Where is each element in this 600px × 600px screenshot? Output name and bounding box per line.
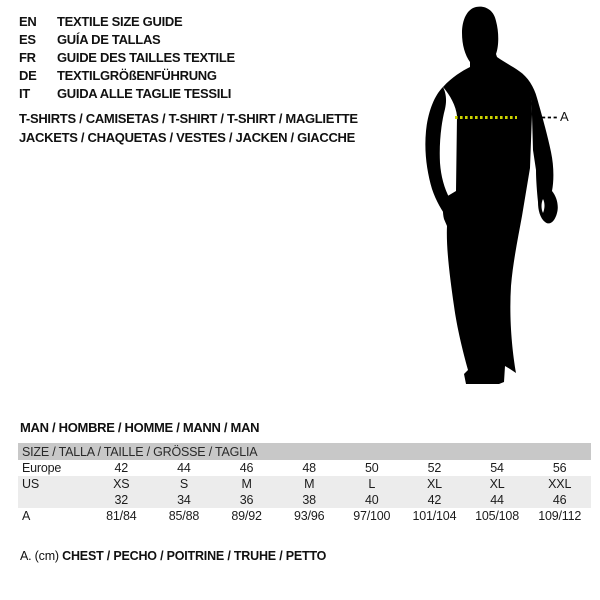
table-row-chest <box>18 508 591 524</box>
cell: 85/88 <box>168 509 200 523</box>
cell: 44 <box>490 493 504 507</box>
cell: 42 <box>427 493 442 507</box>
cell: S <box>179 477 188 491</box>
language-row <box>19 31 235 49</box>
cell: 97/100 <box>353 509 391 523</box>
cell: XS <box>113 477 130 491</box>
table-header-row <box>18 443 591 460</box>
language-row <box>19 13 235 31</box>
language-code: ES <box>19 32 36 47</box>
language-label: TEXTILE SIZE GUIDE <box>57 14 183 29</box>
language-row <box>19 85 235 103</box>
measurement-footnote <box>20 548 326 564</box>
cell: 81/84 <box>106 509 137 523</box>
cell: 105/108 <box>475 509 519 523</box>
language-row <box>19 67 235 85</box>
language-code: FR <box>19 50 36 65</box>
footnote-prefix: A. (cm) <box>20 549 59 563</box>
cell: 36 <box>239 493 254 507</box>
language-code: DE <box>19 68 37 83</box>
category-tshirts: T-SHIRTS / CAMISETAS / T-SHIRT / T-SHIRT / MAGLIETTE <box>19 111 358 126</box>
cell: 46 <box>239 461 254 475</box>
cell: 48 <box>302 461 316 475</box>
row-label: US <box>22 477 39 491</box>
language-label: GUÍA DE TALLAS <box>57 32 161 47</box>
row-label: Europe <box>22 461 62 475</box>
table-header: SIZE / TALLA / TAILLE / GRÖSSE / TAGLIA <box>18 443 591 460</box>
cell: L <box>368 477 376 491</box>
cell: 42 <box>114 461 129 475</box>
cell: 44 <box>177 461 191 475</box>
language-label: GUIDA ALLE TAGLIE TESSILI <box>57 86 232 101</box>
cell: XXL <box>548 477 572 491</box>
cell: 56 <box>552 461 567 475</box>
cell: 46 <box>552 493 567 507</box>
table-row-alt-sizes <box>18 492 591 508</box>
man-silhouette-figure <box>400 0 600 400</box>
measure-label-a: A <box>560 109 569 124</box>
cell: XL <box>426 477 442 491</box>
size-table <box>18 443 591 524</box>
row-label <box>18 492 90 508</box>
category-jackets: JACKETS / CHAQUETAS / VESTES / JACKEN / GIACCHE <box>19 130 355 145</box>
cell: 40 <box>365 493 379 507</box>
table-row-us <box>18 476 591 492</box>
cell: M <box>241 477 252 491</box>
cell: 109/112 <box>538 509 582 523</box>
cell: M <box>304 477 315 491</box>
cell: 101/104 <box>412 509 457 523</box>
cell: 50 <box>365 461 379 475</box>
row-label: A <box>22 509 31 523</box>
body-silhouette <box>443 7 532 384</box>
language-list <box>19 13 235 103</box>
language-code: EN <box>19 14 37 29</box>
table-row-europe <box>18 460 591 476</box>
cell: 93/96 <box>294 509 325 523</box>
cell: 52 <box>427 461 442 475</box>
language-label: TEXTILGRÖßENFÜHRUNG <box>57 68 217 83</box>
language-code: IT <box>19 86 30 101</box>
man-silhouette-svg <box>400 0 600 400</box>
cell: XL <box>489 477 505 491</box>
language-row <box>19 49 235 67</box>
cell: 38 <box>302 493 316 507</box>
cell: 54 <box>490 461 504 475</box>
garment-categories <box>19 109 358 147</box>
footnote-text: CHEST / PECHO / POITRINE / TRUHE / PETTO <box>62 549 327 563</box>
language-label: GUIDE DES TAILLES TEXTILE <box>57 50 235 65</box>
cell: 34 <box>177 493 191 507</box>
section-title-man: MAN / HOMBRE / HOMME / MANN / MAN <box>20 420 260 435</box>
cell: 32 <box>114 493 129 507</box>
left-arm-silhouette <box>425 87 453 222</box>
cell: 89/92 <box>231 509 262 523</box>
